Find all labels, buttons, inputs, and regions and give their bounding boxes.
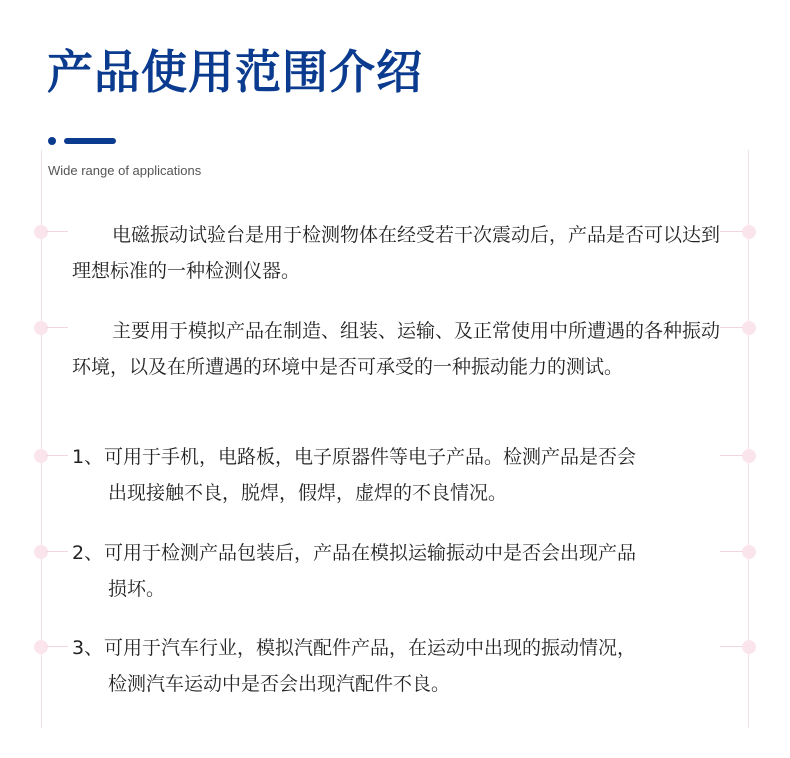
item-text-line-2: 检测汽车运动中是否会出现汽配件不良。: [108, 673, 451, 695]
left-marker: [34, 640, 70, 654]
accent-dot: [48, 137, 56, 145]
intro-paragraph-2: 主要用于模拟产品在制造、组装、运输、及正常使用中所遭遇的各种振动环境，以及在所遭遇的环境中是否可承受的一种振动能力的测试。: [72, 320, 721, 378]
item-number: 2、: [72, 542, 104, 564]
left-marker: [34, 449, 70, 463]
item-number: 1、: [72, 446, 104, 468]
application-item-2: [72, 535, 732, 607]
page-subtitle: Wide range of applications: [48, 163, 202, 178]
item-text-line-1: 可用于手机，电路板，电子原器件等电子产品。检测产品是否会: [104, 446, 637, 468]
item-text-line-1: 可用于汽车行业，模拟汽配件产品，在运动中出现的振动情况，: [104, 637, 637, 659]
right-marker: [720, 321, 756, 335]
accent-bar: [64, 138, 116, 144]
left-marker: [34, 545, 70, 559]
intro-paragraph-1: 电磁振动试验台是用于检测物体在经受若干次震动后，产品是否可以达到理想标准的一种检测仪器。: [72, 224, 721, 282]
application-item-1: [72, 439, 732, 511]
left-marker: [34, 321, 70, 335]
item-text-line-1: 可用于检测产品包装后，产品在模拟运输振动中是否会出现产品: [104, 542, 637, 564]
item-number: 3、: [72, 637, 104, 659]
left-marker: [34, 225, 70, 239]
right-marker: [720, 225, 756, 239]
item-text-line-2: 损坏。: [108, 578, 166, 600]
page-title: 产品使用范围介绍: [47, 45, 423, 99]
item-text-line-2: 出现接触不良，脱焊，假焊，虚焊的不良情况。: [108, 482, 508, 504]
application-item-3: [72, 630, 732, 702]
